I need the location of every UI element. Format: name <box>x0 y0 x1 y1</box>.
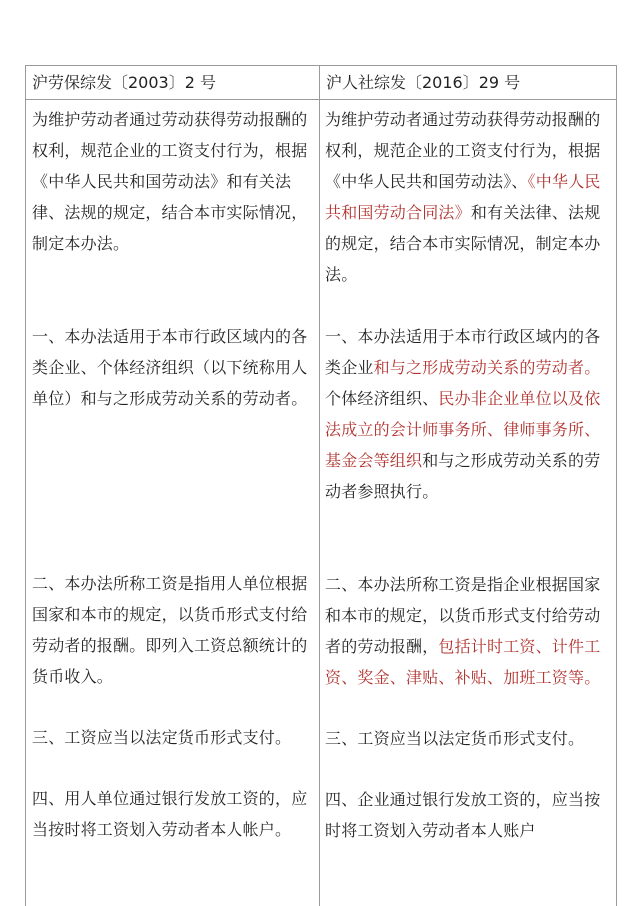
right-article-3: 三、工资应当以法定货币形式支付。 <box>325 729 585 748</box>
left-article-2: 二、本办法所称工资是指用人单位根据国家和本市的规定，以货币形式支付给劳动者的报酬。即列入工资总额统计的货币收入。 <box>32 574 308 686</box>
right-preamble-text-2: 和有关法律、法规的规定，结合本市实际情况，制定本办法。 <box>325 203 601 284</box>
right-preamble <box>325 104 613 290</box>
right-preamble-text-1: 为维护劳动者通过劳动获得劳动报酬的权利，规范企业的工资支付行为，根据《中华人民共和国劳动法》、 <box>325 110 601 191</box>
header-divider <box>26 99 616 100</box>
right-article-1-text-1: 一、本办法适用于本市行政区域内的各类企业 <box>325 327 601 377</box>
left-article-1: 一、本办法适用于本市行政区域内的各类企业、个体经济组织（以下统称用人单位）和与之形成劳动关系的劳动者。 <box>32 327 308 408</box>
right-article-4: 四、企业通过银行发放工资的，应当按时将工资划入劳动者本人账户 <box>325 790 601 840</box>
right-preamble-highlight: 《中华人民共和国劳动合同法》 <box>325 172 601 222</box>
right-article-2 <box>325 569 613 693</box>
left-preamble: 为维护劳动者通过劳动获得劳动报酬的权利，规范企业的工资支付行为，根据《中华人民共和国劳动法》和有关法律、法规的规定，结合本市实际情况，制定本办法。 <box>32 110 308 253</box>
right-article-2-highlight: 包括计时工资、计件工资、奖金、津贴、补贴、加班工资等。 <box>325 637 601 687</box>
column-divider <box>319 66 320 906</box>
left-article-4: 四、用人单位通过银行发放工资的，应当按时将工资划入劳动者本人帐户。 <box>32 789 308 839</box>
right-column <box>325 104 613 846</box>
right-article-1-text-2: 个体经济组织、 <box>325 389 439 408</box>
right-article-1-highlight-2: 民办非企业单位以及依法成立的会计师事务所、律师事务所、基金会等组织 <box>325 389 601 470</box>
right-article-2-text: 二、本办法所称工资是指企业根据国家和本市的规定，以货币形式支付给劳动者的劳动报酬， <box>325 575 601 656</box>
left-article-3: 三、工资应当以法定货币形式支付。 <box>32 728 292 747</box>
right-article-1-highlight-1: 和与之形成劳动关系的劳动者。 <box>373 358 601 377</box>
left-column <box>32 104 318 845</box>
left-header-doc-number: 沪劳保综发〔2003〕2 号 <box>32 73 216 92</box>
right-article-1-text-3: 和与之形成劳动关系的劳动者参照执行。 <box>325 451 601 501</box>
right-article-1 <box>325 321 613 507</box>
right-header-doc-number: 沪人社综发〔2016〕29 号 <box>326 73 521 92</box>
regulation-comparison-table <box>25 65 617 906</box>
